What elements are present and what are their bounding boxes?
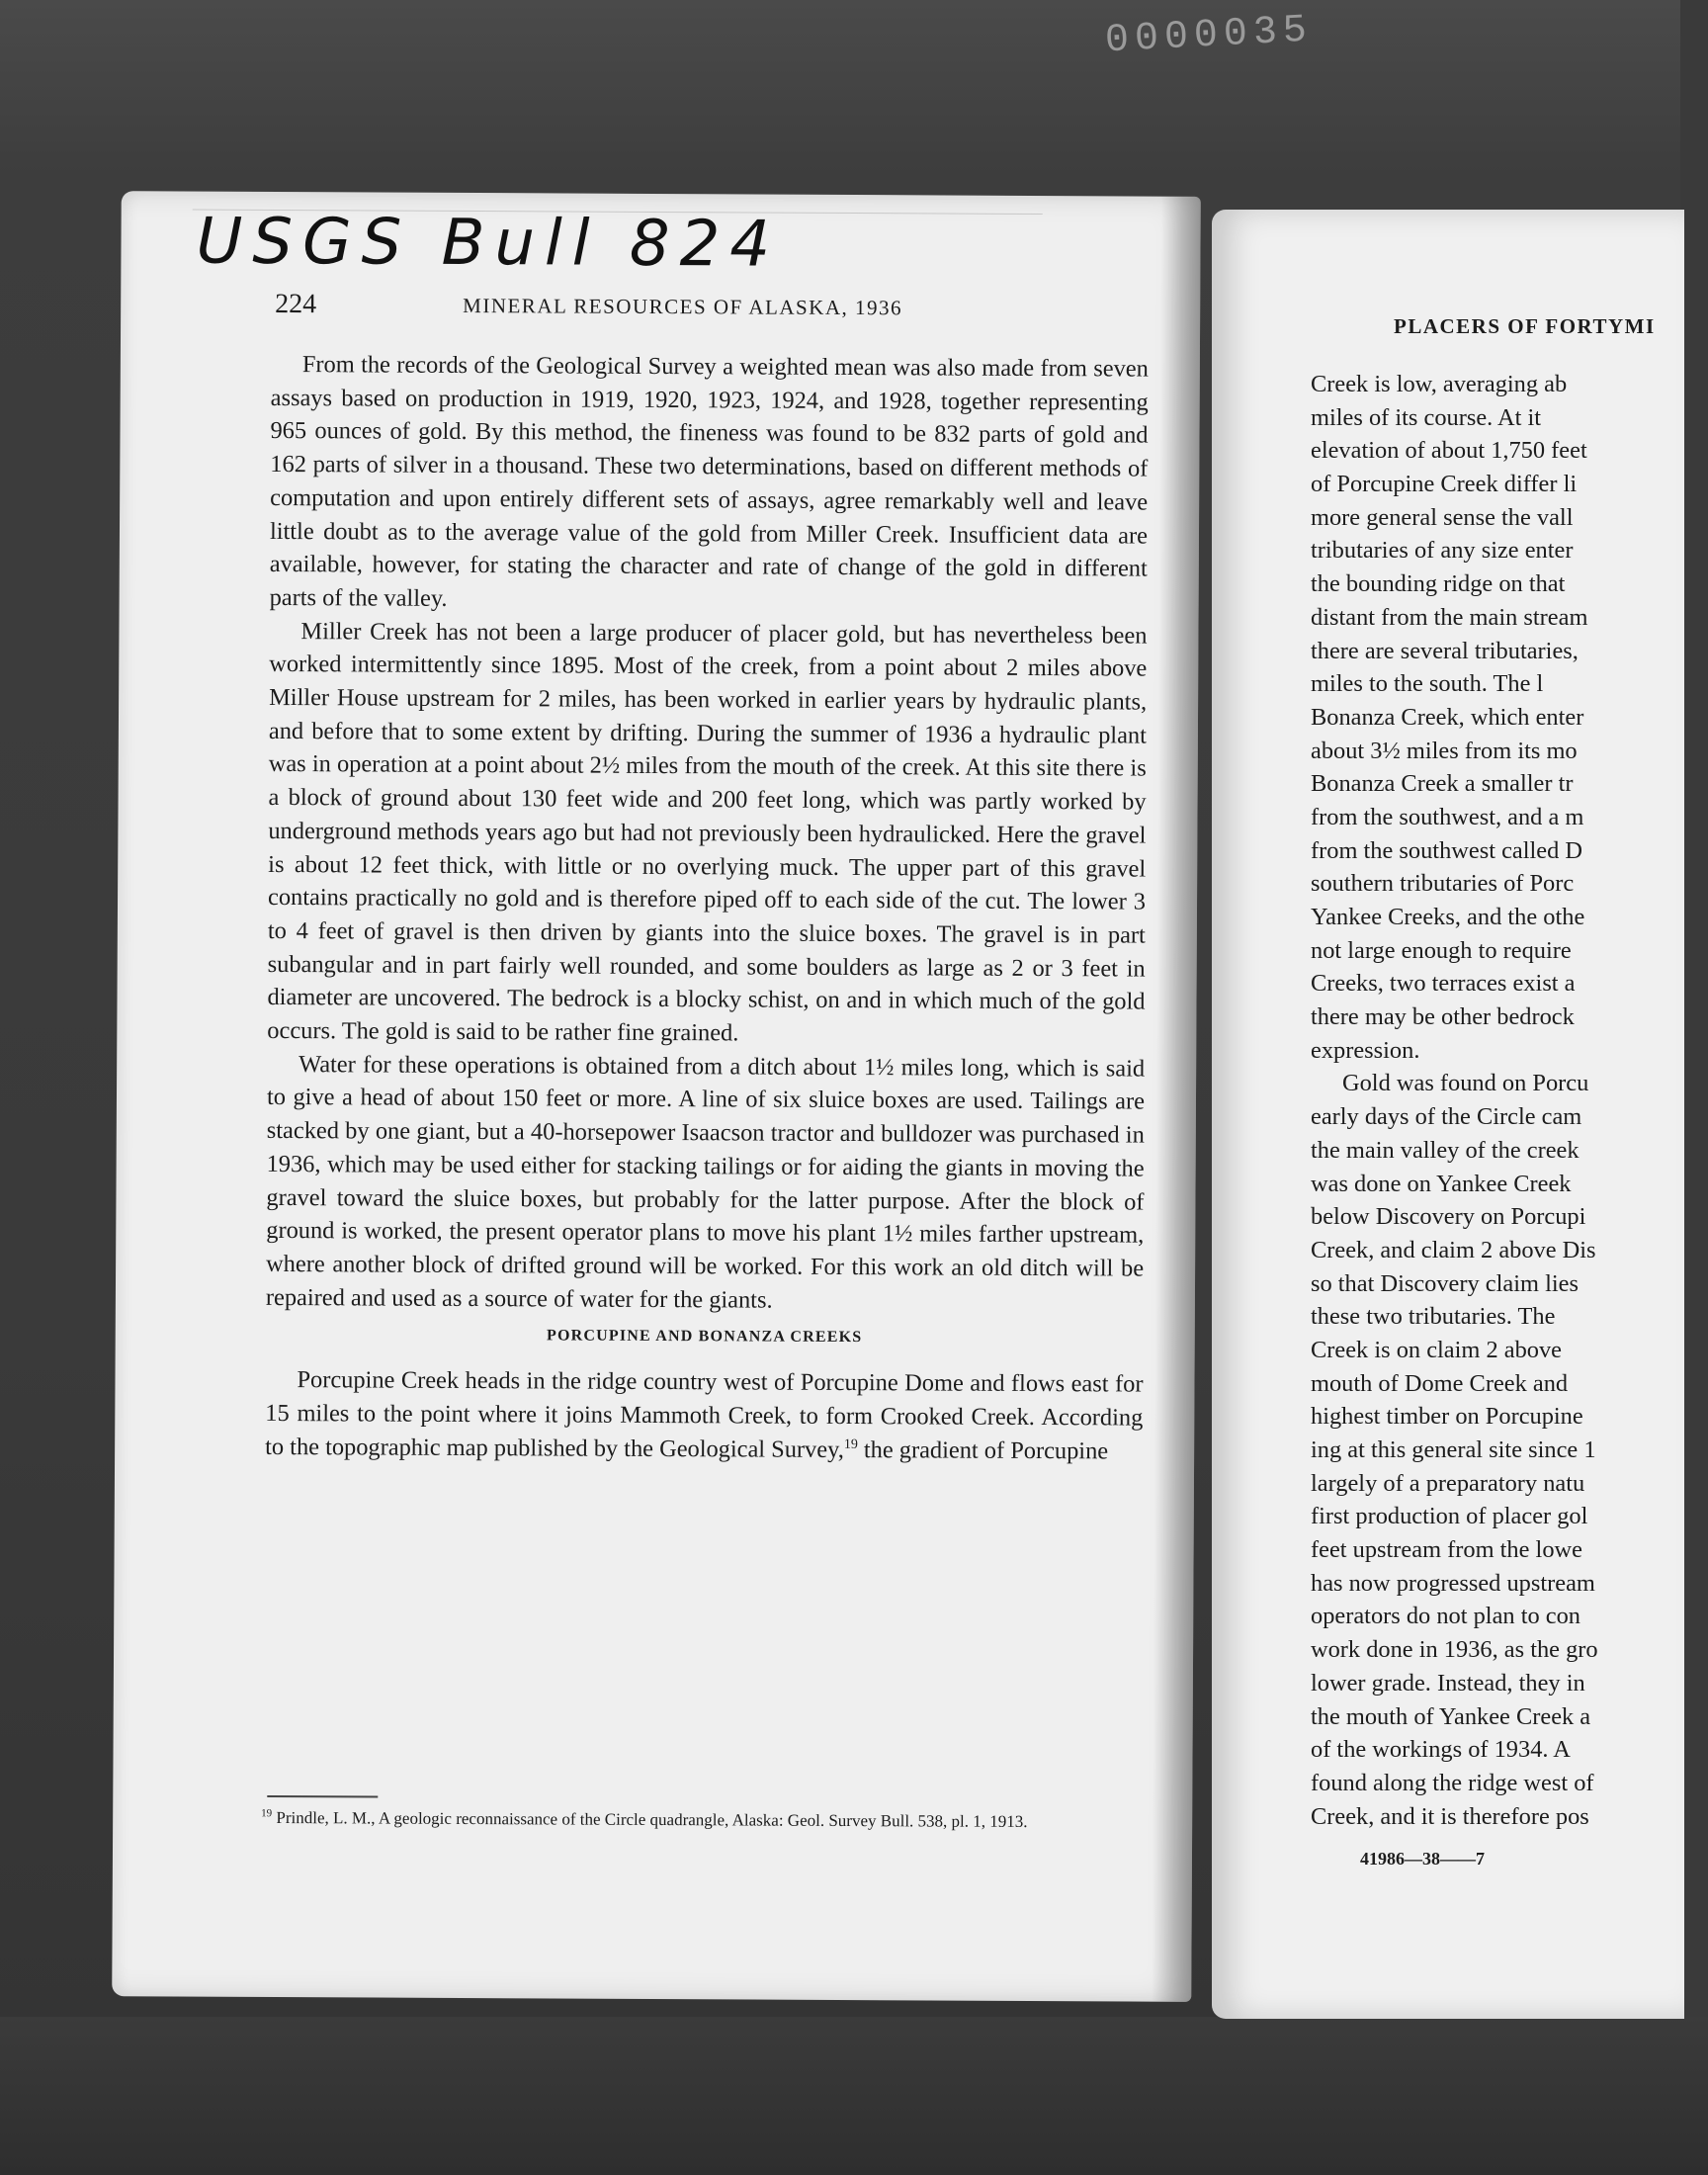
text-line: more general sense the vall	[1311, 503, 1574, 531]
text-line: about 3½ miles from its mo	[1311, 737, 1578, 764]
text-line: the main valley of the creek	[1311, 1136, 1580, 1164]
left-page	[112, 191, 1201, 2002]
text-line: Creek is low, averaging ab	[1311, 371, 1568, 397]
text-line: from the southwest, and a m	[1311, 803, 1584, 830]
running-head: PLACERS OF FORTYMI	[1394, 314, 1656, 338]
text-line: from the southwest called D	[1311, 836, 1583, 864]
right-page	[1212, 210, 1684, 2019]
text-line: Creek, and it is therefore pos	[1311, 1802, 1589, 1830]
text-line: was done on Yankee Creek	[1311, 1170, 1572, 1197]
footnote	[261, 1807, 1143, 1834]
text-line: expression.	[1311, 1036, 1420, 1064]
body-text	[265, 348, 1149, 1468]
body-text	[1311, 368, 1684, 1833]
paragraph-text: Porcupine Creek heads in the ridge country west of Porcupine Dome and flows east for 15 miles to the point where it joins Mammoth Creek, to form Crooked Creek. According to the topographic map published by the Geological Survey,	[265, 1366, 1144, 1463]
archive-stamp-number: 0000035	[1103, 8, 1315, 64]
text-line: not large enough to require	[1311, 936, 1572, 964]
footnote-text: Prindle, L. M., A geologic reconnaissance of the Circle quadrangle, Alaska: Geol. Survey Bull. 538, pl. 1, 1913.	[272, 1807, 1028, 1831]
footnote-reference[interactable]: 19	[843, 1436, 858, 1452]
text-line: elevation of about 1,750 feet	[1311, 437, 1587, 465]
text-line: Creek, and claim 2 above Dis	[1311, 1236, 1596, 1263]
text-line: lower grade. Instead, they in	[1311, 1669, 1585, 1696]
text-line: operators do not plan to con	[1311, 1603, 1580, 1630]
text-line: Creeks, two terraces exist a	[1311, 970, 1576, 998]
paragraph: Water for these operations is obtained from a ditch about 1½ miles long, which is said to give a head of about 150 feet or more. A line of six sluice boxes are used. Tailings are stacked by one giant, but a 40-horsepower Isaacson tractor and bulldozer was purchased in 1936, which may be used either for stacking tailings or for aiding the giants in moving the gravel toward the sluice boxes, but probably for the latter purpose. After the block of ground is worked, the present operator plans to move his plant 1½ miles farther upstream, where another block of drifted ground will be worked. For this work an old ditch will be repaired and used as a source of water for the giants.	[265, 1050, 1146, 1314]
text-line: southern tributaries of Porc	[1311, 870, 1575, 898]
text-line: below Discovery on Porcupi	[1311, 1203, 1586, 1231]
page-number: 224	[275, 288, 317, 320]
text-line: the bounding ridge on that	[1311, 570, 1566, 598]
text-line: Yankee Creeks, and the othe	[1311, 904, 1585, 930]
paragraph: From the records of the Geological Survey a weighted mean was also made from seven assays based on production in 1919, 1920, 1923, 1924, and 1928, together representing 965 ounces of gold. By this method, the fineness was found to be 832 parts of gold and 162 parts of silver in a thousand. These two determinations, based on different methods of computation and upon entirely different sets of assays, agree remarkably well and leave little doubt as to the average value of the gold from Miller Creek. Insufficient data are available, however, for stating the character and rate of change of the gold in different parts of the valley.	[269, 351, 1149, 612]
text-line: found along the ridge west of	[1311, 1769, 1594, 1796]
footnote-marker: 19	[261, 1807, 273, 1820]
text-line: has now progressed upstream	[1311, 1569, 1595, 1597]
text-line: largely of a preparatory natu	[1311, 1469, 1585, 1497]
text-line: the mouth of Yankee Creek a	[1311, 1702, 1591, 1730]
handwritten-note: USGS Bull 824	[196, 205, 781, 282]
printer-signature: 41986—38——7	[1360, 1849, 1485, 1869]
scan-edge	[1680, 0, 1708, 2175]
text-line: these two tributaries. The	[1311, 1303, 1556, 1331]
text-line: Bonanza Creek a smaller tr	[1311, 770, 1574, 798]
text-line: work done in 1936, as the gro	[1311, 1636, 1598, 1664]
scan-bottom-shadow	[0, 2017, 1708, 2175]
text-line: of Porcupine Creek differ li	[1311, 471, 1578, 498]
section-heading: PORCUPINE AND BONANZA CREEKS	[546, 1327, 863, 1347]
text-line: Bonanza Creek, which enter	[1311, 703, 1584, 731]
text-line: highest timber on Porcupine	[1311, 1403, 1583, 1431]
text-line: early days of the Circle cam	[1311, 1103, 1582, 1131]
text-line: distant from the main stream	[1311, 603, 1588, 631]
text-line: ing at this general site since 1	[1311, 1436, 1596, 1463]
text-line: mouth of Dome Creek and	[1311, 1369, 1569, 1397]
text-line: feet upstream from the lowe	[1311, 1536, 1582, 1564]
text-line: tributaries of any size enter	[1311, 537, 1574, 565]
text-line: there may be other bedrock	[1311, 1003, 1575, 1031]
paragraph: Miller Creek has not been a large producer of placer gold, but has nevertheless been worked intermittently since 1895. Most of the creek, from a point about 2 miles above Miller House upstream for 2 miles, has been worked in earlier years by hydraulic plants, and before that to some extent by drifting. During the summer of 1936 a hydraulic plant was in operation at a point about 2½ miles from the mouth of the creek. At this site there is a block of ground about 130 feet wide and 200 feet long, which was partly worked by underground methods years ago but had not previously been hydraulicked. Here the gravel is about 12 feet thick, with little or no overlying muck. The upper part of this gravel contains practically no gold and is therefore piped off to each side of the cut. The lower 3 to 4 feet of gravel is then driven by giants into the sluice boxes. The gravel is in part subangular and in part fairly well rounded, and some boulders as large as 2 or 3 feet in diameter are uncovered. The bedrock is a blocky schist, on and in which much of the gold occurs. The gold is said to be rather fine grained.	[267, 617, 1148, 1047]
text-line: first production of placer gol	[1311, 1503, 1588, 1530]
paragraph-text: the gradient of Porcupine	[857, 1436, 1109, 1464]
text-line: so that Discovery claim lies	[1311, 1269, 1579, 1297]
text-line: miles of its course. At it	[1311, 403, 1542, 431]
paragraph	[265, 1363, 1144, 1468]
text-line: Gold was found on Porcu	[1342, 1070, 1589, 1097]
text-line: there are several tributaries,	[1311, 637, 1579, 664]
footnote-rule	[267, 1795, 378, 1798]
text-line: Creek is on claim 2 above	[1311, 1336, 1562, 1363]
text-line: of the workings of 1934. A	[1311, 1736, 1571, 1764]
text-line: miles to the south. The l	[1311, 670, 1544, 698]
running-head: MINERAL RESOURCES OF ALASKA, 1936	[463, 293, 903, 320]
